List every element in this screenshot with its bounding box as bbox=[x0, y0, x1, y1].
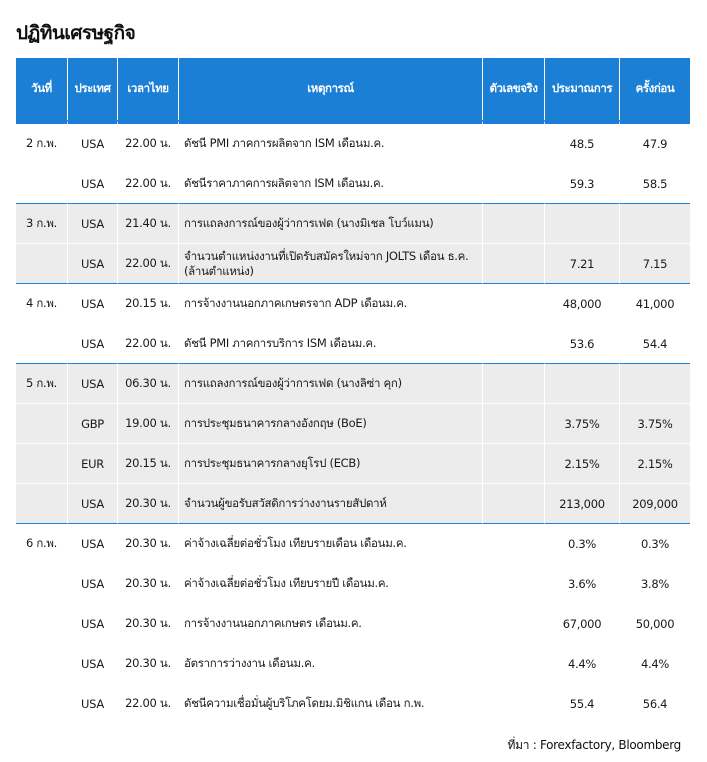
cell-event: การแถลงการณ์ของผู้ว่าการเฟด (นางมิเชล โบว์แมน) bbox=[179, 204, 483, 244]
cell-previous: 7.15 bbox=[620, 244, 690, 284]
cell-country: USA bbox=[68, 204, 118, 244]
header-forecast: ประมาณการ bbox=[545, 58, 620, 120]
cell-previous: 50,000 bbox=[620, 604, 690, 644]
cell-previous: 41,000 bbox=[620, 284, 690, 324]
table-row bbox=[16, 604, 690, 644]
header-country: ประเทศ bbox=[68, 58, 118, 120]
table-row bbox=[16, 444, 690, 484]
cell-actual bbox=[483, 164, 545, 204]
cell-event: อัตราการว่างงาน เดือนม.ค. bbox=[179, 644, 483, 684]
cell-event: การจ้างงานนอกภาคเกษตรจาก ADP เดือนม.ค. bbox=[179, 284, 483, 324]
cell-time: 20.30 น. bbox=[118, 564, 179, 604]
table-row bbox=[16, 244, 690, 284]
cell-actual bbox=[483, 404, 545, 444]
cell-event: ค่าจ้างเฉลี่ยต่อชั่วโมง เทียบรายปี เดือนม.ค. bbox=[179, 564, 483, 604]
cell-date bbox=[16, 404, 68, 444]
cell-forecast: 55.4 bbox=[545, 684, 620, 724]
cell-event: การแถลงการณ์ของผู้ว่าการเฟด (นางลิซ่า คุก) bbox=[179, 364, 483, 404]
cell-country: USA bbox=[68, 164, 118, 204]
cell-time: 22.00 น. bbox=[118, 684, 179, 724]
cell-country: USA bbox=[68, 524, 118, 564]
cell-event: จำนวนผู้ขอรับสวัสดิการว่างงานรายสัปดาห์ bbox=[179, 484, 483, 524]
cell-actual bbox=[483, 120, 545, 164]
cell-time: 21.40 น. bbox=[118, 204, 179, 244]
cell-country: EUR bbox=[68, 444, 118, 484]
cell-actual bbox=[483, 524, 545, 564]
header-actual: ตัวเลขจริง bbox=[483, 58, 545, 120]
header-time: เวลาไทย bbox=[118, 58, 179, 120]
cell-date bbox=[16, 564, 68, 604]
table-row bbox=[16, 204, 690, 244]
cell-forecast bbox=[545, 364, 620, 404]
table-row bbox=[16, 364, 690, 404]
cell-date: 2 ก.พ. bbox=[16, 120, 68, 164]
cell-actual bbox=[483, 364, 545, 404]
cell-actual bbox=[483, 324, 545, 364]
cell-previous: 3.75% bbox=[620, 404, 690, 444]
cell-forecast: 48.5 bbox=[545, 120, 620, 164]
cell-forecast: 59.3 bbox=[545, 164, 620, 204]
table-row bbox=[16, 524, 690, 564]
cell-time: 20.15 น. bbox=[118, 284, 179, 324]
header-previous: ครั้งก่อน bbox=[620, 58, 690, 120]
header-event: เหตุการณ์ bbox=[179, 58, 483, 120]
cell-forecast: 4.4% bbox=[545, 644, 620, 684]
cell-time: 20.30 น. bbox=[118, 644, 179, 684]
cell-previous: 209,000 bbox=[620, 484, 690, 524]
cell-previous: 0.3% bbox=[620, 524, 690, 564]
page-title: ปฏิทินเศรษฐกิจ bbox=[16, 22, 136, 44]
cell-time: 20.15 น. bbox=[118, 444, 179, 484]
cell-event: การประชุมธนาคารกลางอังกฤษ (BoE) bbox=[179, 404, 483, 444]
header-row bbox=[16, 58, 690, 120]
cell-event: ดัชนีความเชื่อมั่นผู้บริโภคโดยม.มิชิแกน เดือน ก.พ. bbox=[179, 684, 483, 724]
cell-time: 19.00 น. bbox=[118, 404, 179, 444]
cell-previous: 4.4% bbox=[620, 644, 690, 684]
cell-event: ดัชนี PMI ภาคการบริการ ISM เดือนม.ค. bbox=[179, 324, 483, 364]
source-note: ที่มา : Forexfactory, Bloomberg bbox=[507, 738, 681, 752]
cell-event: การจ้างงานนอกภาคเกษตร เดือนม.ค. bbox=[179, 604, 483, 644]
cell-actual bbox=[483, 444, 545, 484]
table-row bbox=[16, 284, 690, 324]
economic-calendar-table bbox=[16, 58, 690, 724]
table-row bbox=[16, 564, 690, 604]
cell-time: 22.00 น. bbox=[118, 164, 179, 204]
cell-actual bbox=[483, 644, 545, 684]
cell-event: ดัชนีราคาภาคการผลิตจาก ISM เดือนม.ค. bbox=[179, 164, 483, 204]
cell-country: USA bbox=[68, 684, 118, 724]
cell-date: 5 ก.พ. bbox=[16, 364, 68, 404]
table-row bbox=[16, 684, 690, 724]
cell-date: 3 ก.พ. bbox=[16, 204, 68, 244]
cell-date bbox=[16, 164, 68, 204]
cell-date bbox=[16, 684, 68, 724]
cell-country: USA bbox=[68, 284, 118, 324]
cell-country: USA bbox=[68, 644, 118, 684]
cell-country: USA bbox=[68, 244, 118, 284]
cell-event: ค่าจ้างเฉลี่ยต่อชั่วโมง เทียบรายเดือน เดือนม.ค. bbox=[179, 524, 483, 564]
cell-previous: 47.9 bbox=[620, 120, 690, 164]
table-row bbox=[16, 164, 690, 204]
cell-actual bbox=[483, 284, 545, 324]
cell-previous: 2.15% bbox=[620, 444, 690, 484]
cell-country: USA bbox=[68, 120, 118, 164]
cell-time: 20.30 น. bbox=[118, 524, 179, 564]
cell-previous: 58.5 bbox=[620, 164, 690, 204]
cell-date bbox=[16, 324, 68, 364]
cell-previous: 54.4 bbox=[620, 324, 690, 364]
cell-actual bbox=[483, 604, 545, 644]
cell-forecast: 2.15% bbox=[545, 444, 620, 484]
table-row bbox=[16, 404, 690, 444]
cell-date bbox=[16, 244, 68, 284]
table-row bbox=[16, 324, 690, 364]
cell-event: ดัชนี PMI ภาคการผลิตจาก ISM เดือนม.ค. bbox=[179, 120, 483, 164]
cell-forecast: 3.6% bbox=[545, 564, 620, 604]
cell-country: USA bbox=[68, 564, 118, 604]
cell-event: จำนวนตำแหน่งงานที่เปิดรับสมัครใหม่จาก JOLTS เดือน ธ.ค. (ล้านตำแหน่ง) bbox=[179, 244, 483, 284]
table-row bbox=[16, 120, 690, 164]
cell-time: 20.30 น. bbox=[118, 484, 179, 524]
cell-forecast bbox=[545, 204, 620, 244]
cell-actual bbox=[483, 204, 545, 244]
cell-previous bbox=[620, 204, 690, 244]
cell-country: USA bbox=[68, 364, 118, 404]
cell-previous: 56.4 bbox=[620, 684, 690, 724]
cell-date bbox=[16, 604, 68, 644]
cell-time: 06.30 น. bbox=[118, 364, 179, 404]
cell-forecast: 0.3% bbox=[545, 524, 620, 564]
cell-actual bbox=[483, 484, 545, 524]
cell-forecast: 7.21 bbox=[545, 244, 620, 284]
cell-forecast: 48,000 bbox=[545, 284, 620, 324]
cell-forecast: 53.6 bbox=[545, 324, 620, 364]
cell-previous bbox=[620, 364, 690, 404]
header-date: วันที่ bbox=[16, 58, 68, 120]
cell-country: USA bbox=[68, 484, 118, 524]
cell-time: 22.00 น. bbox=[118, 244, 179, 284]
cell-country: USA bbox=[68, 324, 118, 364]
table-row bbox=[16, 644, 690, 684]
cell-forecast: 67,000 bbox=[545, 604, 620, 644]
cell-forecast: 213,000 bbox=[545, 484, 620, 524]
cell-time: 22.00 น. bbox=[118, 324, 179, 364]
cell-country: USA bbox=[68, 604, 118, 644]
cell-date bbox=[16, 484, 68, 524]
cell-event: การประชุมธนาคารกลางยุโรป (ECB) bbox=[179, 444, 483, 484]
table-row bbox=[16, 484, 690, 524]
cell-actual bbox=[483, 244, 545, 284]
cell-forecast: 3.75% bbox=[545, 404, 620, 444]
cell-actual bbox=[483, 564, 545, 604]
cell-actual bbox=[483, 684, 545, 724]
cell-time: 20.30 น. bbox=[118, 604, 179, 644]
cell-time: 22.00 น. bbox=[118, 120, 179, 164]
cell-date: 6 ก.พ. bbox=[16, 524, 68, 564]
cell-date: 4 ก.พ. bbox=[16, 284, 68, 324]
cell-date bbox=[16, 644, 68, 684]
cell-previous: 3.8% bbox=[620, 564, 690, 604]
cell-country: GBP bbox=[68, 404, 118, 444]
cell-date bbox=[16, 444, 68, 484]
